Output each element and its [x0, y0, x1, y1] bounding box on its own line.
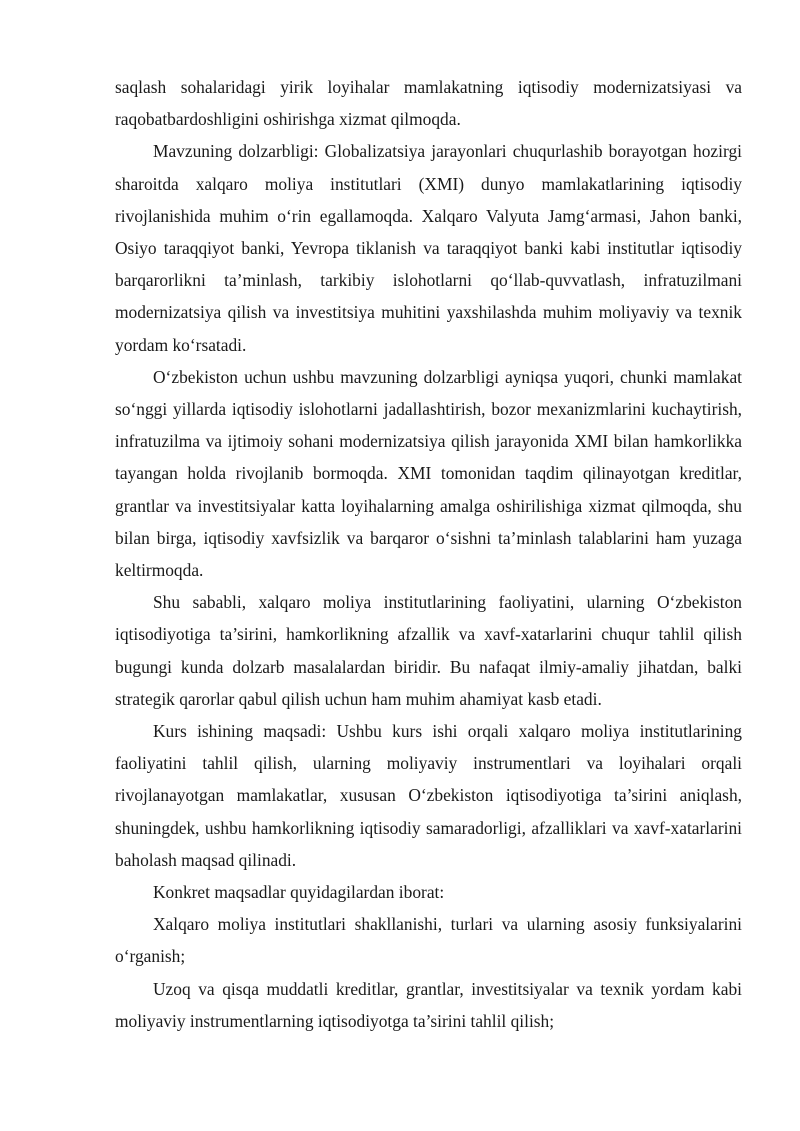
- paragraph-topic-relevance: Mavzuning dolzarbligi: Globalizatsiya jarayonlari chuqurlashib borayotgan hozirgi sharoitda xalqaro moliya institutlari (XMI) dunyo mamlakatlarining iqtisodiy rivojlanishida muhim o‘rin egallamoqda. Xalqaro Valyuta Jamg‘armasi, Jahon banki, Osiyo taraqqiyot banki, Yevropa tiklanish va taraqqiyot banki kabi institutlar iqtisodiy barqarorlikni ta’minlash, tarkibiy islohotlarni qo‘llab-quvvatlash, infratuzilmani modernizatsiya qilish va investitsiya muhitini yaxshilashda muhim moliyaviy va texnik yordam ko‘rsatadi.: [115, 141, 742, 355]
- paragraph-continuation: saqlash sohalaridagi yirik loyihalar mamlakatning iqtisodiy modernizatsiyasi va raqobatbardoshligini oshirishga xizmat qilmoqda.: [115, 77, 742, 130]
- paragraph-analysis-importance: Shu sababli, xalqaro moliya institutlarining faoliyatini, ularning O‘zbekiston iqtisodiyotiga ta’sirini, hamkorlikning afzallik va xavf-xatarlarini chuqur tahlil qilish bugungi kunda dolzarb masalalardan biridir. Bu nafaqat ilmiy-amaliy jihatdan, balki strategik qarorlar qabul qilish uchun ham muhim ahamiyat kasb etadi.: [115, 592, 742, 709]
- paragraph-goal-item-2: Uzoq va qisqa muddatli kreditlar, grantlar, investitsiyalar va texnik yordam kabi moliyaviy instrumentlarning iqtisodiyotga ta’sirini tahlil qilish;: [115, 978, 742, 1031]
- paragraph-specific-goals-intro: Konkret maqsadlar quyidagilardan iborat:: [153, 882, 445, 903]
- paragraph-uzbekistan-relevance: O‘zbekiston uchun ushbu mavzuning dolzarbligi ayniqsa yuqori, chunki mamlakat so‘nggi yillarda iqtisodiy islohotlarni jadallashtirish, bozor mexanizmlarini kuchaytirish, infratuzilma va ijtimoiy sohani modernizatsiya qilish jarayonida XMI bilan hamkorlikka tayangan holda rivojlanib bormoqda. XMI tomonidan taqdim qilinayotgan kreditlar, grantlar va investitsiyalar katta loyihalarning amalga oshirilishiga xizmat qilmoqda, shu bilan birga, iqtisodiy xavfsizlik va barqaror o‘sishni ta’minlash talablarini ham yuzaga keltirmoqda.: [115, 366, 742, 581]
- paragraph-course-goal: Kurs ishining maqsadi: Ushbu kurs ishi orqali xalqaro moliya institutlarining faoliyatini tahlil qilish, ularning moliyaviy instrumentlari va loyihalari orqali rivojlanayotgan mamlakatlar, xususan O‘zbekiston iqtisodiyotiga ta’sirini aniqlash, shuningdek, ushbu hamkorlikning iqtisodiy samaradorligi, afzalliklari va xavf-xatarlarini baholash maqsad qilinadi.: [115, 721, 742, 870]
- document-body: [115, 71, 742, 1037]
- paragraph-goal-item-1: Xalqaro moliya institutlari shakllanishi, turlari va ularning asosiy funksiyalarini o‘rganish;: [115, 914, 742, 967]
